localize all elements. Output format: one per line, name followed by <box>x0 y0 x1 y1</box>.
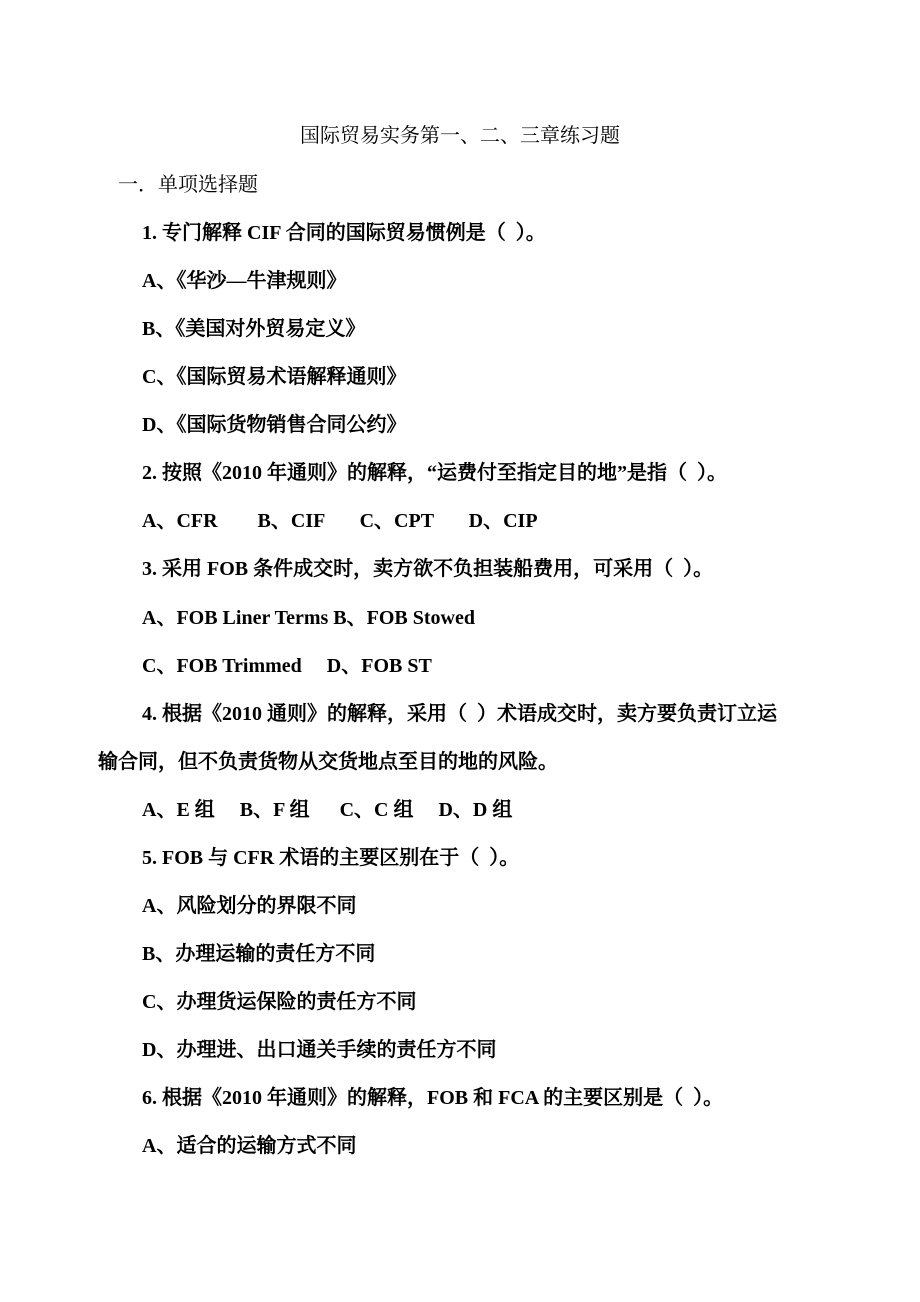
question-2-options: A、CFR B、CIF C、CPT D、CIP <box>142 510 538 532</box>
question-5-option-a: A、风险划分的界限不同 <box>142 895 357 917</box>
question-2-stem: 2. 按照《2010 年通则》的解释，“运费付至指定目的地”是指（ ）。 <box>142 462 727 484</box>
question-4-options: A、E 组 B、F 组 C、C 组 D、D 组 <box>142 799 513 821</box>
question-4-stem: 4. 根据《2010 通则》的解释，采用（ ）术语成交时，卖方要负责订立运 <box>142 703 777 725</box>
question-1-option-d: D、《国际货物销售合同公约》 <box>142 414 407 436</box>
question-4-stem-continued: 输合同，但不负责货物从交货地点至目的地的风险。 <box>98 751 558 773</box>
question-3-stem: 3. 采用 FOB 条件成交时，卖方欲不负担装船费用，可采用（ ）。 <box>142 558 714 580</box>
question-1-option-c: C、《国际贸易术语解释通则》 <box>142 366 407 388</box>
section-heading: 一．单项选择题 <box>118 174 258 196</box>
question-5-option-d: D、办理进、出口通关手续的责任方不同 <box>142 1039 497 1061</box>
question-1-option-b: B、《美国对外贸易定义》 <box>142 318 366 340</box>
question-1-stem: 1. 专门解释 CIF 合同的国际贸易惯例是（ ）。 <box>142 222 546 244</box>
question-1-option-a: A、《华沙—牛津规则》 <box>142 270 347 292</box>
question-3-options-cd: C、FOB Trimmed D、FOB ST <box>142 655 432 677</box>
question-5-option-c: C、办理货运保险的责任方不同 <box>142 991 417 1013</box>
question-5-option-b: B、办理运输的责任方不同 <box>142 943 376 965</box>
question-6-option-a: A、适合的运输方式不同 <box>142 1135 357 1157</box>
question-3-options-ab: A、FOB Liner Terms B、FOB Stowed <box>142 607 475 629</box>
document-title: 国际贸易实务第一、二、三章练习题 <box>300 125 620 147</box>
question-6-stem: 6. 根据《2010 年通则》的解释，FOB 和 FCA 的主要区别是（ ）。 <box>142 1087 724 1109</box>
question-5-stem: 5. FOB 与 CFR 术语的主要区别在于（ ）。 <box>142 847 520 869</box>
